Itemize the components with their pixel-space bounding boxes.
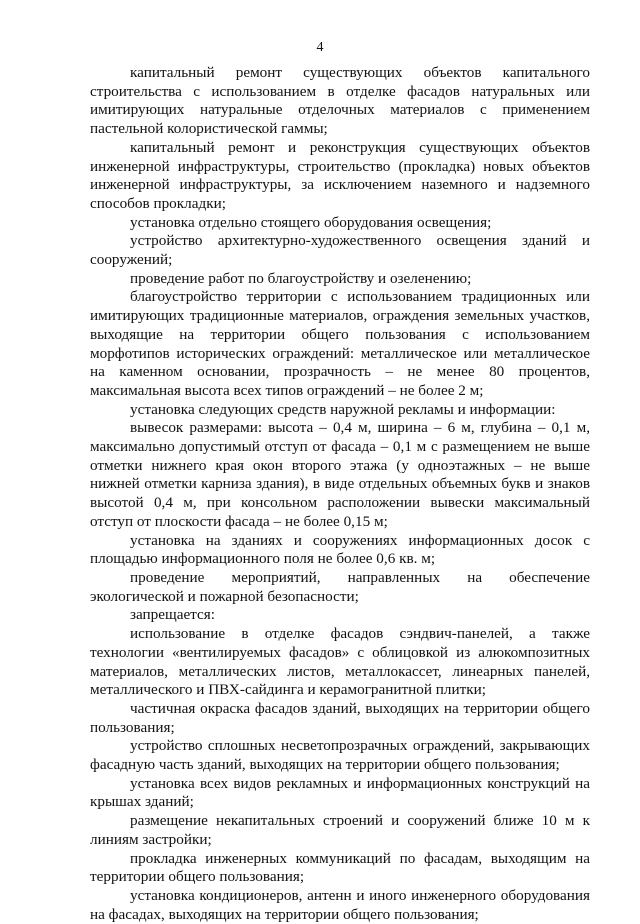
- paragraph: установка отдельно стоящего оборудования освещения;: [130, 213, 492, 231]
- paragraph: прокладка инженерных коммуникаций по фасадам, выходящим на территории общего пользования;: [90, 849, 590, 886]
- paragraph: благоустройство территории с использованием традиционных или имитирующих традиционные материалов, ограждения земельных участков, выходящие на территории общего пользования с использованием морфотипов исторических ограждений: металлическое или металлическое на каменном основании, прозрачность – не менее 80 процентов, максимальная высота всех типов ограждений – не более 2 м;: [90, 288, 590, 399]
- paragraph: частичная окраска фасадов зданий, выходящих на территории общего пользования;: [90, 699, 590, 736]
- paragraph: проведение мероприятий, направленных на обеспечение экологической и пожарной безопасности;: [90, 568, 590, 605]
- paragraph: установка кондиционеров, антенн и иного инженерного оборудования на фасадах, выходящих на территории общего пользования;: [90, 886, 590, 923]
- paragraph: запрещается:: [130, 606, 215, 624]
- document-body: [90, 64, 590, 924]
- paragraph: установка следующих средств наружной рекламы и информации:: [130, 400, 556, 418]
- paragraph: капитальный ремонт существующих объектов капитального строительства с использованием в отделке фасадов натуральных или имитирующих натуральные отделочных материалов с применением пастельной колористической гаммы;: [90, 64, 590, 138]
- paragraph: вывесок размерами: высота – 0,4 м, ширина – 6 м, глубина – 0,1 м, максимально допустимый отступ от фасада – 0,1 м с размещением не выше отметки нижнего края окон второго этажа (у одноэтажных – не выше нижней отметки карниза здания), в виде отдельных объемных букв и знаков высотой 0,4 м, при консольном расположении вывески максимальный отступ от плоскости фасада – не более 0,15 м;: [90, 419, 590, 530]
- paragraph: устройство архитектурно-художественного освещения зданий и сооружений;: [90, 232, 590, 269]
- paragraph: проведение работ по благоустройству и озеленению;: [130, 269, 472, 287]
- paragraph: размещение некапитальных строений и сооружений ближе 10 м к линиям застройки;: [90, 812, 590, 848]
- paragraph: использование в отделке фасадов сэндвич-панелей, а также технологии «вентилируемых фасадов» с облицовкой из алюкомпозитных материалов, металлических листов, металлокассет, линеарных панелей, металлического и ПВХ-сайдинга и керамогранитной плитки;: [90, 625, 590, 699]
- page-number: 4: [316, 40, 324, 55]
- paragraph: устройство сплошных несветопрозрачных ограждений, закрывающих фасадную часть зданий, выходящих на территории общего пользования;: [90, 737, 590, 774]
- paragraph: установка всех видов рекламных и информационных конструкций на крышах зданий;: [90, 774, 590, 811]
- paragraph: установка на зданиях и сооружениях информационных досок с площадью информационного поля не более 0,6 кв. м;: [90, 531, 590, 568]
- paragraph: капитальный ремонт и реконструкция существующих объектов инженерной инфраструктуры, строительство (прокладка) новых объектов инженерной инфраструктуры, за исключением наземного и надземного способов прокладки;: [90, 138, 590, 212]
